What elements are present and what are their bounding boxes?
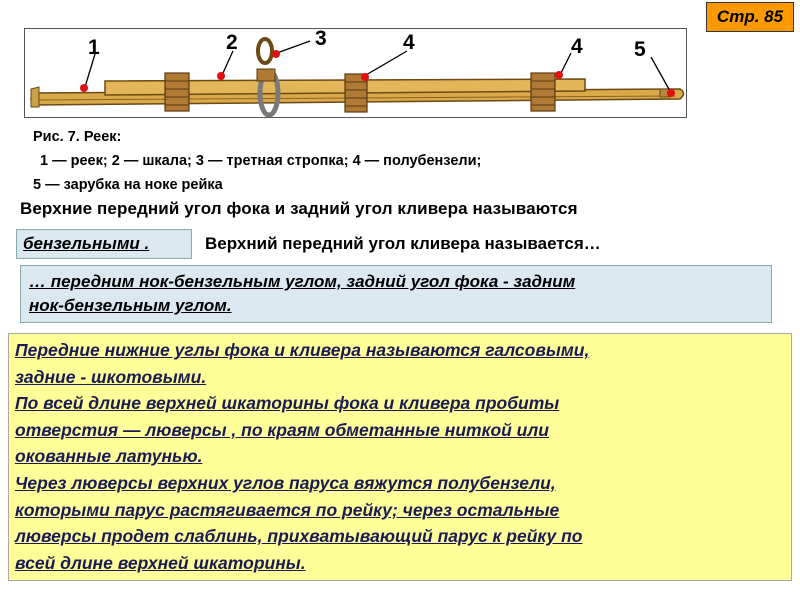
figure-label-5: 5 [634,38,646,61]
info-line: Через люверсы верхних углов паруса вяжутся полубензели, [15,472,556,493]
info-line: люверсы продет слаблинь, прихватывающий парус к рейку по [15,526,583,547]
figure-label-1: 1 [88,36,100,59]
caption-legend-line2: 5 — зарубка на ноке рейка [33,177,223,193]
figure-label-4a: 4 [403,31,415,54]
figure-label-3: 3 [315,29,327,50]
figure-caption [33,125,693,197]
info-line: всей длине верхней шкаторины. [15,552,306,573]
answer-box-2 [20,265,772,323]
info-line: которыми парус растягивается по рейку; через остальные [15,499,560,520]
info-line: окованные латунью. [15,446,203,467]
page-number-badge: Стр. 85 [706,2,794,32]
info-box [8,333,792,581]
question-heading: Верхние передний угол фока и задний угол кливера называются [20,199,578,218]
info-line: По всей длине верхней шкаторины фока и кливера пробиты [15,393,560,414]
rack-left-end [31,87,39,107]
info-line: отверстия — люверсы , по краям обметанные ниткой или [15,419,549,440]
figure-rack-illustration [24,28,687,118]
figure-label-2: 2 [226,31,238,54]
answer-1-text: бензельными . [23,234,150,253]
rack-drawing [25,29,688,119]
info-line: Передние нижние углы фока и кливера называются галсовыми, [15,340,590,360]
answer-2-line1: … передним нок-бензельным углом, задний угол фока - задним [29,272,576,291]
lashing-left [165,73,189,111]
caption-title: Рис. 7. Реек: [33,129,122,145]
answer-box-1 [16,229,192,259]
info-line: задние - шкотовыми. [15,366,207,387]
lashing-right [531,73,555,111]
figure-label-4b: 4 [571,35,583,58]
question-2: Верхний передний угол кливера называется… [205,234,601,253]
caption-legend-line1: 1 — реек; 2 — шкала; 3 — третная стропка; 4 — полубензели; [40,153,482,169]
answer-2-line2: нок-бензельным углом. [29,296,232,315]
